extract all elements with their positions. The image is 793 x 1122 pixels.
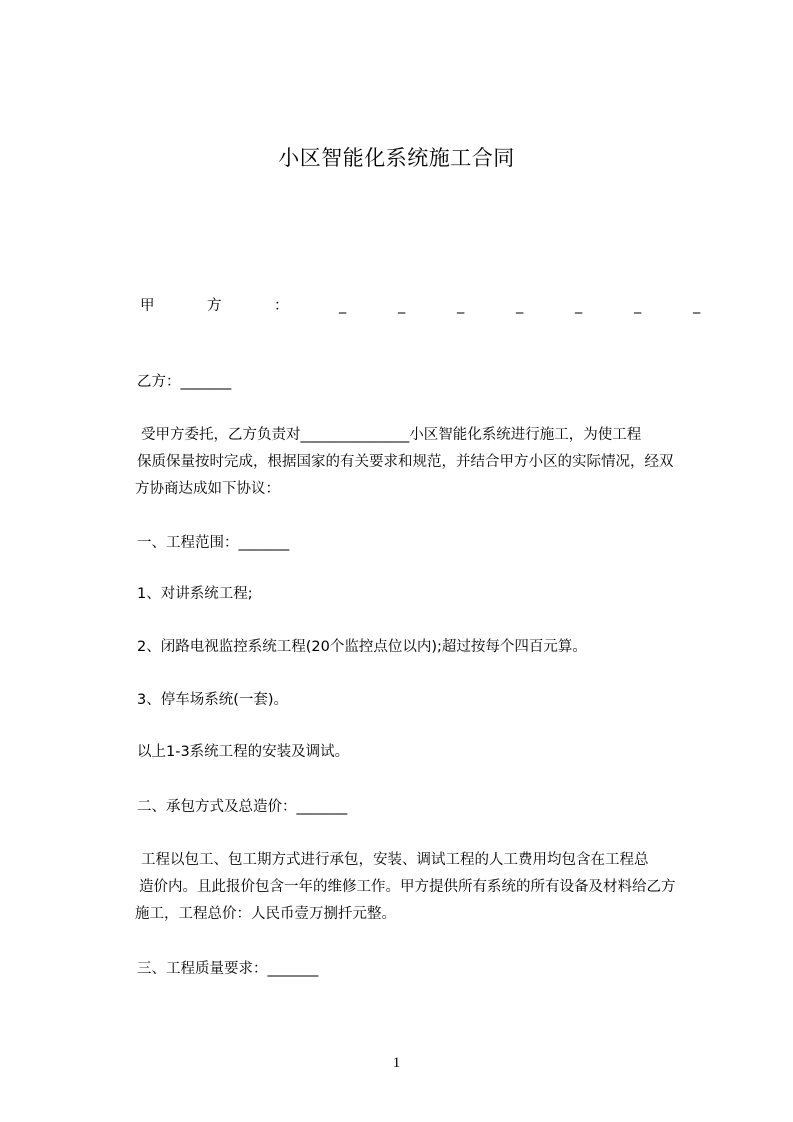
party-a-line bbox=[137, 292, 702, 320]
intro-line1-blank: _______________ bbox=[300, 427, 410, 443]
section1-heading-text: 一、工程范围： bbox=[137, 535, 239, 551]
party-a-label-char-2: 方 bbox=[207, 298, 222, 314]
section1-heading bbox=[137, 529, 289, 557]
section1-summary: 以上1-3系统工程的安装及调试。 bbox=[137, 744, 350, 760]
party-b-line bbox=[137, 368, 231, 396]
section3-heading-text: 三、工程质量要求： bbox=[137, 961, 268, 977]
party-a-label-char-1: 甲 bbox=[140, 298, 155, 314]
page-number: 1 bbox=[392, 1055, 401, 1071]
party-a-blank: _ bbox=[457, 298, 465, 314]
party-b-label: 乙方： bbox=[137, 374, 181, 390]
section1-item-1: 1、对讲系统工程; bbox=[137, 586, 253, 602]
intro-line-2: 保质保量按时完成，根据国家的有关要求和规范，并结合甲方小区的实际情况，经双 bbox=[137, 454, 674, 470]
intro-line1-suffix: 小区智能化系统进行施工，为使工程 bbox=[409, 427, 642, 443]
document-title: 小区智能化系统施工合同 bbox=[278, 146, 515, 170]
intro-line1-prefix: 受甲方委托，乙方负责对 bbox=[141, 427, 301, 443]
section2-heading bbox=[137, 793, 347, 821]
section2-para-line-3: 施工，工程总价：人民币壹万捌扦元整。 bbox=[135, 906, 396, 922]
party-a-blank: _ bbox=[516, 298, 524, 314]
party-a-blank: _ bbox=[634, 298, 642, 314]
section2-heading-text: 二、承包方式及总造价： bbox=[137, 799, 297, 815]
intro-line-3: 方协商达成如下协议： bbox=[135, 481, 280, 497]
intro-line-1 bbox=[137, 421, 707, 449]
party-a-blank: _ bbox=[575, 298, 583, 314]
party-a-colon: ： bbox=[274, 298, 289, 314]
party-a-blank: _ bbox=[339, 298, 347, 314]
party-a-blank: _ bbox=[693, 298, 701, 314]
section3-blank: _______ bbox=[267, 961, 319, 977]
party-a-blank: _ bbox=[398, 298, 406, 314]
section1-item-3: 3、停车场系统(一套)。 bbox=[137, 692, 289, 708]
party-b-blank: _______ bbox=[180, 374, 232, 390]
section2-blank: _______ bbox=[296, 799, 348, 815]
section1-item-2: 2、闭路电视监控系统工程(20个监控点位以内);超过按每个四百元算。 bbox=[137, 639, 587, 655]
section3-heading bbox=[137, 955, 318, 983]
section2-para-line-1: 工程以包工、包工期方式进行承包，安装、调试工程的人工费用均包含在工程总 bbox=[141, 852, 649, 868]
section2-para-line-2: 造价内。且此报价包含一年的维修工作。甲方提供所有系统的所有设备及材料给乙方 bbox=[139, 879, 676, 895]
section1-blank: _______ bbox=[238, 535, 290, 551]
